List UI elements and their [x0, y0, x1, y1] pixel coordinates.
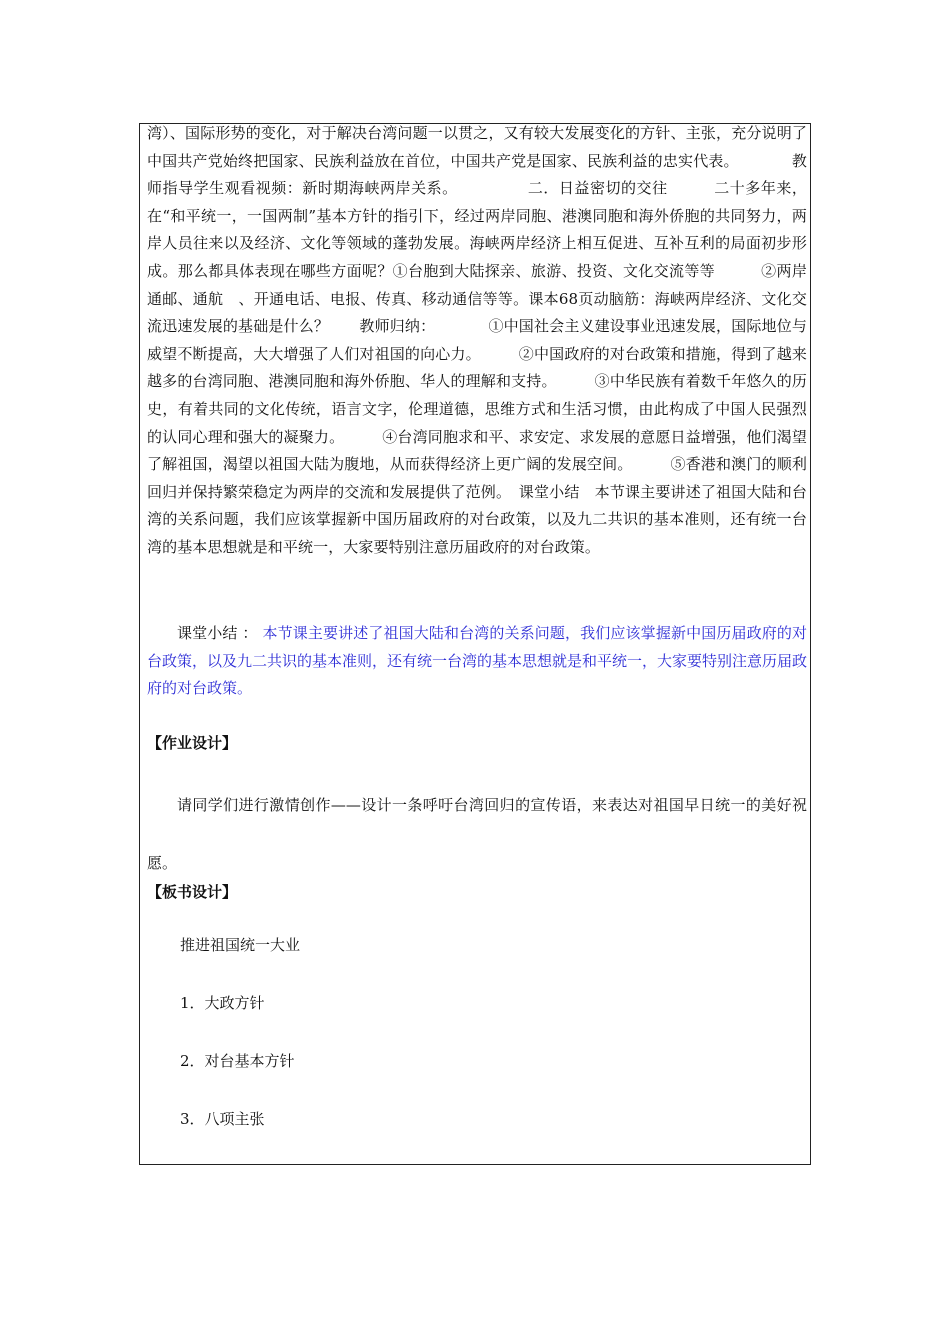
board-item-3: 3．八项主张 [180, 1110, 265, 1128]
board-heading: 【板书设计】 [147, 883, 238, 901]
lesson-body-text: 湾）、国际形势的变化，对于解决台湾问题一以贯之，又有较大发展变化的方针、主张，充分说明了中国共产党始终把国家、民族利益放在首位，中国共产党是国家、民族利益的忠实代表。 教师指导学生观看视频：新时期海峡两岸关系。 二．日益密切的交往 二十多年来，在“和平统一，一国两制”基本方针的指引下，经过两岸同胞、港澳同胞和海外侨胞的共同努力，两岸人员往来以及经济、文化等领域的蓬勃发展。海峡两岸经济上相互促进、互补互利的局面初步形成。那么都具体表现在哪些方面呢？①台胞到大陆探亲、旅游、投资、文化交流等等 ②两岸通邮、通航 、开通电话、电报、传真、移动通信等等。课本68页动脑筋：海峡两岸经济、文化交流迅速发展的基础是什么？ 教师归纳： ①中国社会主义建设事业迅速发展，国际地位与威望不断提高，大大增强了人们对祖国的向心力。 ②中国政府的对台政策和措施，得到了越来越多的台湾同胞、港澳同胞和海外侨胞、华人的理解和支持。 ③中华民族有着数千年悠久的历史，有着共同的文化传统，语言文字，伦理道德，思维方式和生活习惯，由此构成了中国人民强烈的认同心理和强大的凝聚力。 ④台湾同胞求和平、求安定、求发展的意愿日益增强，他们渴望了解祖国，渴望以祖国大陆为腹地，从而获得经济上更广阔的发展空间。 ⑤香港和澳门的顺利回归并保持繁荣稳定为两岸的交流和发展提供了范例。 课堂小结 本节课主要讲述了祖国大陆和台湾的关系问题，我们应该掌握新中国历届政府的对台政策，以及九二共识的基本准则，还有统一台湾的基本思想就是和平统一，大家要特别注意历届政府的对台政策。 [147, 124, 807, 556]
board-title: 推进祖国统一大业 [180, 936, 301, 954]
board-item-1: 1．大政方针 [180, 994, 265, 1012]
class-summary [147, 620, 807, 703]
class-summary-lead: 课堂小结 ： [177, 624, 258, 642]
board-item-2: 2．对台基本方针 [180, 1052, 295, 1070]
class-summary-text: 本节课主要讲述了祖国大陆和台湾的关系问题，我们应该掌握新中国历届政府的对台政策，以及九二共识的基本准则，还有统一台湾的基本思想就是和平统一，大家要特别注意历届政府的对台政策。 [147, 624, 808, 698]
homework-heading: 【作业设计】 [147, 734, 238, 752]
homework-text: 请同学们进行激情创作——设计一条呼吁台湾回归的宣传语，来表达对祖国早日统一的美好祝愿。 [147, 796, 807, 872]
